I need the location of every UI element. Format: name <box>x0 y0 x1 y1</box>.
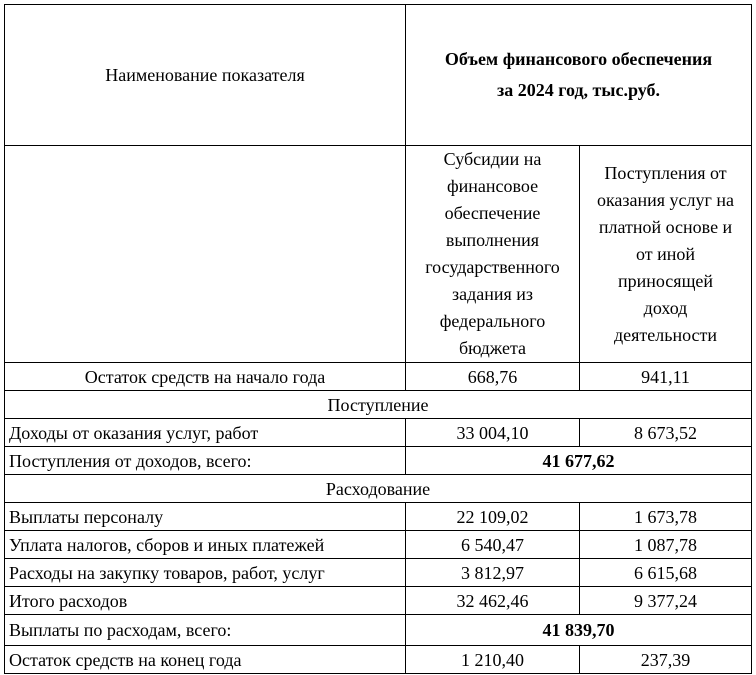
row-label: Выплаты персоналу <box>5 503 406 531</box>
indicator-name-header: Наименование показателя <box>5 5 406 146</box>
subsidy-value: 33 004,10 <box>406 419 580 447</box>
table-row-income-services <box>5 419 752 447</box>
subsidy-value: 1 210,40 <box>406 646 580 674</box>
header-row-2 <box>5 146 752 363</box>
paid-value: 8 673,52 <box>580 419 752 447</box>
paid-header-line: от иной <box>635 243 696 264</box>
paid-value: 237,39 <box>580 646 752 674</box>
paid-header-line: приносящей <box>617 270 714 291</box>
table-row-income-total <box>5 447 752 475</box>
row-label: Доходы от оказания услуг, работ <box>5 419 406 447</box>
paid-value: 1 673,78 <box>580 503 752 531</box>
subsidy-value: 668,76 <box>406 363 580 391</box>
subsidy-header-line: задания из <box>451 284 534 304</box>
paid-value: 1 087,78 <box>580 531 752 559</box>
financial-table <box>4 4 752 674</box>
row-label: Расходы на закупку товаров, работ, услуг <box>5 559 406 587</box>
section-row-expense <box>5 475 752 503</box>
table-row-end-balance <box>5 646 752 674</box>
paid-header-line: платной основе и <box>598 216 733 237</box>
row-label: Остаток средств на конец года <box>5 646 406 674</box>
subsidy-value: 6 540,47 <box>406 531 580 559</box>
subsidy-header-line: обеспечение <box>444 203 541 223</box>
paid-header-line: оказания услуг на <box>596 189 735 210</box>
paid-value: 6 615,68 <box>580 559 752 587</box>
financing-volume-header <box>406 5 752 146</box>
financing-title-line2: за 2024 год, тыс.руб. <box>497 80 660 100</box>
paid-value: 9 377,24 <box>580 587 752 615</box>
paid-services-column-header <box>580 146 752 363</box>
total-value: 41 839,70 <box>406 615 752 646</box>
row-label: Остаток средств на начало года <box>5 363 406 391</box>
paid-value: 941,11 <box>580 363 752 391</box>
paid-header-line: доход <box>643 297 688 318</box>
empty-header-cell <box>5 146 406 363</box>
table-row-procurement <box>5 559 752 587</box>
row-label: Поступления от доходов, всего: <box>5 447 406 475</box>
subsidy-header-line: государственного <box>425 257 560 277</box>
subsidy-header-line: Субсидии на <box>443 149 542 169</box>
total-value: 41 677,62 <box>406 447 752 475</box>
financing-title-line1: Объем финансового обеспечения <box>444 49 713 69</box>
table-row-expense-total <box>5 587 752 615</box>
subsidy-value: 22 109,02 <box>406 503 580 531</box>
subsidy-header-line: федерального <box>439 311 546 331</box>
row-label: Выплаты по расходам, всего: <box>5 615 406 646</box>
section-row-income <box>5 391 752 419</box>
subsidy-column-header <box>406 146 580 363</box>
section-title-income: Поступление <box>5 391 752 419</box>
subsidy-header-line: бюджета <box>458 338 527 358</box>
header-row-1 <box>5 5 752 146</box>
subsidy-value: 3 812,97 <box>406 559 580 587</box>
section-title-expense: Расходование <box>5 475 752 503</box>
subsidy-header-line: выполнения <box>445 230 540 250</box>
row-label: Уплата налогов, сборов и иных платежей <box>5 531 406 559</box>
table-row-taxes <box>5 531 752 559</box>
paid-header-line: деятельности <box>613 324 718 345</box>
table-row-expense-payments-total <box>5 615 752 646</box>
paid-header-line: Поступления от <box>604 162 727 183</box>
table-row-start-balance <box>5 363 752 391</box>
subsidy-value: 32 462,46 <box>406 587 580 615</box>
subsidy-header-line: финансовое <box>446 176 539 196</box>
table-row-staff-payments <box>5 503 752 531</box>
row-label: Итого расходов <box>5 587 406 615</box>
